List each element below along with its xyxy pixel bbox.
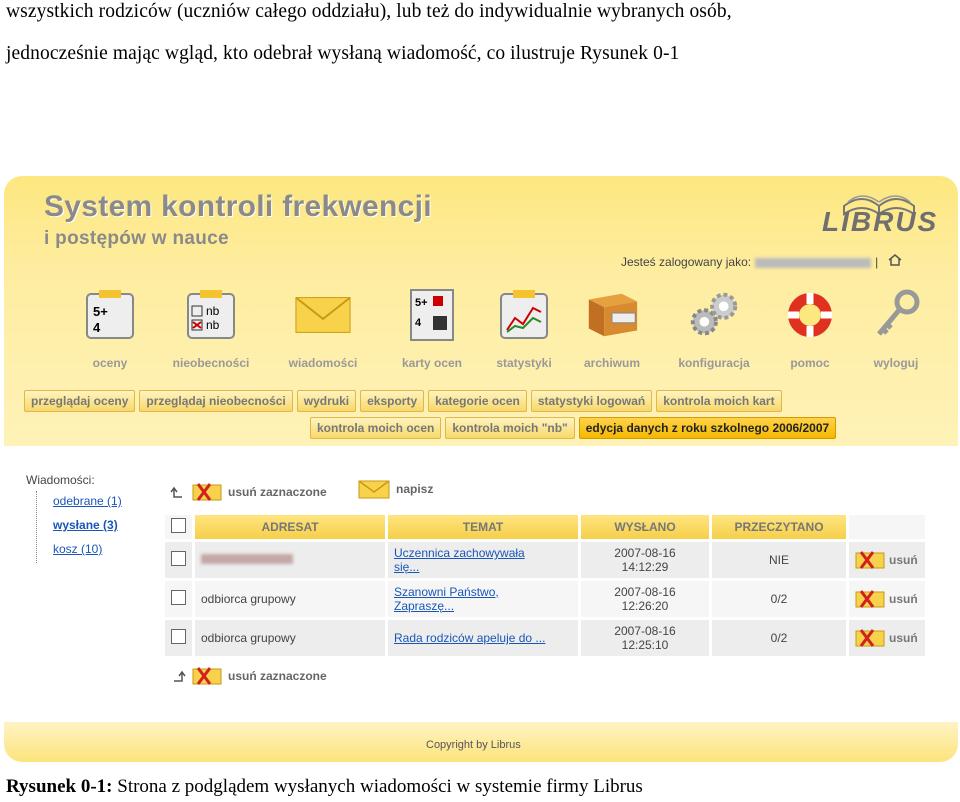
nav-label: wyloguj	[873, 356, 919, 370]
sent-datetime: 2007-08-16 12:25:10	[581, 620, 709, 656]
sidebar-item-received[interactable]: odebrane (1)	[53, 494, 122, 508]
app-header	[4, 176, 958, 446]
read-status: 0/2	[712, 620, 846, 656]
delete-row-button[interactable]: usuń	[855, 589, 919, 609]
read-status: 0/2	[712, 581, 846, 617]
row-checkbox[interactable]	[171, 551, 186, 566]
table-row	[165, 542, 925, 578]
lifebuoy-icon	[783, 288, 837, 342]
app-footer	[4, 722, 958, 762]
tab-my-nb-control[interactable]: kontrola moich "nb"	[445, 417, 574, 439]
caption-label: Rysunek 0-1:	[6, 776, 113, 797]
nav-label: nieobecności	[172, 356, 250, 370]
row-checkbox[interactable]	[171, 629, 186, 644]
subject-link[interactable]: Szanowni Państwo, Zapraszę...	[394, 585, 499, 613]
librus-logo: LIBRUS	[822, 206, 939, 237]
copyright: Copyright by Librus	[426, 739, 521, 751]
sent-datetime: 2007-08-16 12:26:20	[581, 581, 709, 617]
delete-selected-top[interactable]	[170, 482, 327, 502]
svg-text:5+: 5+	[93, 304, 108, 319]
svg-text:4: 4	[93, 320, 101, 335]
nav-label: oceny	[92, 356, 128, 370]
nav-help[interactable]	[760, 286, 860, 370]
tab-login-statistics[interactable]: statystyki logowań	[531, 390, 652, 412]
nav-label: karty ocen	[401, 356, 463, 370]
librus-screenshot	[4, 176, 958, 762]
nav-label: pomoc	[790, 356, 830, 370]
delete-envelope-icon	[855, 628, 885, 648]
delete-selected-bottom[interactable]	[170, 666, 327, 686]
svg-text:nb: nb	[206, 318, 220, 332]
envelope-icon	[294, 293, 352, 337]
col-recipient[interactable]: ADRESAT	[195, 515, 385, 539]
nav-messages[interactable]	[273, 286, 373, 370]
delete-envelope-icon	[192, 482, 222, 502]
arrow-up-left-icon	[170, 669, 186, 683]
nav-statistics[interactable]	[474, 286, 574, 370]
tab-browse-absences[interactable]: przeglądaj nieobecności	[139, 390, 292, 412]
login-info	[621, 254, 902, 269]
envelope-icon	[358, 478, 390, 500]
delete-envelope-icon	[855, 550, 885, 570]
svg-text:nb: nb	[206, 304, 220, 318]
nav-label: statystyki	[496, 356, 552, 370]
subject-link[interactable]: Rada rodziców apeluje do ...	[394, 631, 546, 645]
nav-label: konfiguracja	[678, 356, 750, 370]
chart-icon	[497, 288, 551, 342]
row-checkbox[interactable]	[171, 590, 186, 605]
nav-grades[interactable]	[60, 286, 160, 370]
tabs-row-1	[24, 390, 782, 412]
tab-exports[interactable]: eksporty	[360, 390, 424, 412]
sidebar-item-sent[interactable]: wysłane (3)	[53, 518, 118, 532]
nav-grade-cards[interactable]	[382, 286, 482, 370]
tab-my-grades-control[interactable]: kontrola moich ocen	[310, 417, 441, 439]
messages-sidebar	[26, 473, 122, 563]
delete-selected-label: usuń zaznaczone	[228, 669, 327, 683]
write-label: napisz	[396, 482, 434, 496]
subject-link[interactable]: Uczennica zachowywała się...	[394, 546, 525, 574]
nav-absences[interactable]	[161, 286, 261, 370]
tab-edit-school-year[interactable]: edycja danych z roku szkolnego 2006/2007	[579, 417, 836, 439]
login-separator: |	[875, 255, 879, 269]
tab-my-cards-control[interactable]: kontrola moich kart	[656, 390, 781, 412]
tab-printouts[interactable]: wydruki	[297, 390, 356, 412]
nav-archive[interactable]	[562, 286, 662, 370]
paragraph-line-1: wszystkich rodziców (uczniów całego oddziału), lub też do indywidualnie wybranych osób,	[6, 1, 732, 22]
arrow-up-left-icon	[170, 485, 186, 499]
delete-selected-label: usuń zaznaczone	[228, 485, 327, 499]
app-subtitle: i postępów w nauce	[44, 228, 229, 249]
messages-body	[4, 446, 958, 762]
table-header-row	[165, 515, 925, 539]
home-icon[interactable]	[888, 254, 902, 266]
delete-row-button[interactable]: usuń	[855, 628, 919, 648]
svg-text:5+: 5+	[415, 297, 428, 309]
sent-messages-table	[162, 512, 928, 659]
tab-grade-categories[interactable]: kategorie ocen	[428, 390, 527, 412]
caption-text: Strona z podglądem wysłanych wiadomości w systemie firmy Librus	[112, 776, 643, 797]
nav-label: archiwum	[583, 356, 640, 370]
archive-drawer-icon	[583, 289, 641, 341]
key-icon	[869, 288, 923, 342]
nav-logout[interactable]	[846, 286, 946, 370]
read-status: NIE	[712, 542, 846, 578]
recipient: odbiorca grupowy	[195, 581, 385, 617]
delete-envelope-icon	[855, 589, 885, 609]
sidebar-item-trash[interactable]: kosz (10)	[53, 542, 103, 556]
table-row	[165, 620, 925, 656]
sent-datetime: 2007-08-16 14:12:29	[581, 542, 709, 578]
select-all-checkbox[interactable]	[171, 518, 186, 533]
grades-icon	[83, 288, 137, 342]
col-sent[interactable]: WYSŁANO	[581, 515, 709, 539]
nav-label: wiadomości	[288, 356, 358, 370]
paragraph-line-2: jednocześnie mając wgląd, kto odebrał wysłaną wiadomość, co ilustruje Rysunek 0-1	[6, 43, 680, 64]
col-read[interactable]: PRZECZYTANO	[712, 515, 846, 539]
login-label: Jesteś zalogowany jako:	[621, 255, 752, 269]
sidebar-title: Wiadomości:	[26, 473, 95, 487]
tab-browse-grades[interactable]: przeglądaj oceny	[24, 390, 135, 412]
figure-caption	[6, 776, 643, 798]
recipient-blurred	[201, 554, 293, 564]
recipient: odbiorca grupowy	[195, 620, 385, 656]
tabs-row-2	[310, 417, 836, 439]
grade-card-icon	[405, 288, 459, 342]
nav-configuration[interactable]	[664, 286, 764, 370]
user-name-blurred	[755, 258, 871, 268]
col-subject[interactable]: TEMAT	[388, 515, 578, 539]
table-row	[165, 581, 925, 617]
select-all-cell	[165, 515, 192, 539]
app-title: System kontroli frekwencji	[44, 190, 432, 223]
absence-icon	[184, 288, 238, 342]
write-button[interactable]	[358, 478, 433, 500]
svg-text:4: 4	[415, 317, 422, 329]
delete-envelope-icon	[192, 666, 222, 686]
delete-row-button[interactable]: usuń	[855, 550, 919, 570]
gears-icon	[685, 288, 743, 342]
